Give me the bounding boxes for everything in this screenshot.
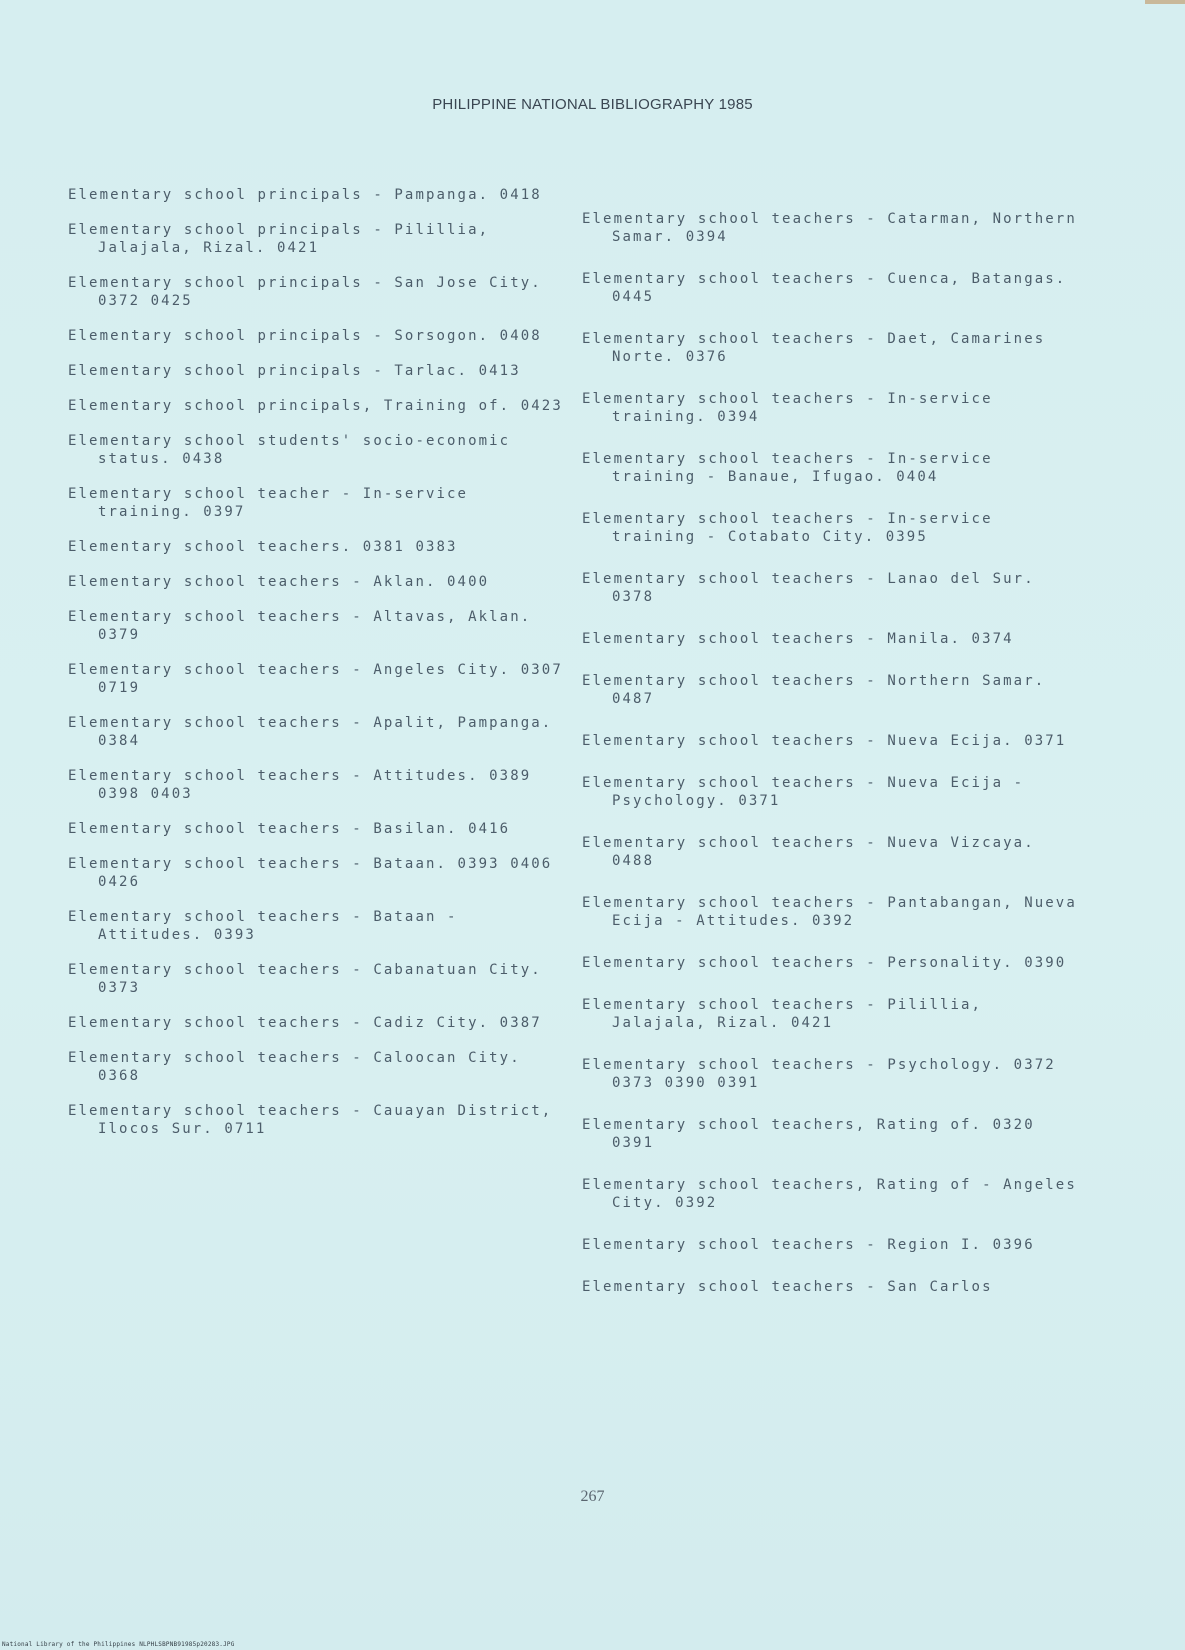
bibliography-entry: Elementary school principals - San Jose City. 0372 0425 — [68, 275, 542, 309]
bibliography-entry: Elementary school teachers - Caloocan City. 0368 — [68, 1050, 521, 1084]
bibliography-entry: Elementary school teachers - In-service training - Cotabato City. 0395 — [582, 511, 993, 545]
bibliography-entry: Elementary school teachers. 0381 0383 — [68, 539, 458, 555]
bibliography-entry: Elementary school teachers - Manila. 0374 — [582, 631, 1014, 647]
bibliography-entry: Elementary school teachers - Cauayan District, Ilocos Sur. 0711 — [68, 1103, 553, 1137]
bibliography-entry: Elementary school teachers - Apalit, Pampanga. 0384 — [68, 715, 553, 749]
bibliography-entry: Elementary school teachers - In-service training - Banaue, Ifugao. 0404 — [582, 451, 993, 485]
bibliography-entry: Elementary school teachers - Altavas, Aklan. 0379 — [68, 609, 532, 643]
bibliography-entry: Elementary school teachers - Psychology. 0372 0373 0390 0391 — [582, 1057, 1056, 1091]
bibliography-entry: Elementary school teachers - Cuenca, Batangas. 0445 — [582, 271, 1067, 305]
bibliography-entry: Elementary school teachers - In-service training. 0394 — [582, 391, 993, 425]
bibliography-entry: Elementary school teachers - Region I. 0396 — [582, 1237, 1035, 1253]
bibliography-entry: Elementary school teachers - Angeles City. 0307 0719 — [68, 662, 563, 696]
bibliography-entry: Elementary school teachers - Personality. 0390 — [582, 955, 1067, 971]
bibliography-entry: Elementary school teachers - Cadiz City. 0387 — [68, 1015, 542, 1031]
bibliography-entry: Elementary school teacher - In-service training. 0397 — [68, 486, 469, 520]
bibliography-entry: Elementary school teachers - Lanao del Sur. 0378 — [582, 571, 1035, 605]
bibliography-entry: Elementary school teachers - Catarman, Northern Samar. 0394 — [582, 211, 1077, 245]
bibliography-entry: Elementary school teachers - Basilan. 0416 — [68, 821, 511, 837]
bibliography-entry: Elementary school teachers - Nueva Vizcaya. 0488 — [582, 835, 1035, 869]
bibliography-entry: Elementary school teachers - Cabanatuan City. 0373 — [68, 962, 542, 996]
bibliography-entry: Elementary school principals - Pilillia, Jalajala, Rizal. 0421 — [68, 222, 490, 256]
bibliography-entry: Elementary school principals, Training of. 0423 — [68, 398, 563, 414]
bibliography-entry: Elementary school teachers - Nueva Ecija. 0371 — [582, 733, 1067, 749]
bibliography-entry: Elementary school teachers - Northern Samar. 0487 — [582, 673, 1046, 707]
right-column — [582, 210, 1082, 1320]
bibliography-entry: Elementary school teachers - Nueva Ecija - Psychology. 0371 — [582, 775, 1025, 809]
footer-credit: National Library of the Philippines NLPHLSBPNB91985p20283.JPG — [2, 1641, 235, 1648]
bibliography-entry: Elementary school teachers - Daet, Camarines Norte. 0376 — [582, 331, 1046, 365]
bibliography-entry: Elementary school students' socio-economic status. 0438 — [68, 433, 511, 467]
scan-edge-mark — [1145, 0, 1185, 4]
bibliography-entry: Elementary school teachers, Rating of. 0320 0391 — [582, 1117, 1035, 1151]
bibliography-entry: Elementary school teachers - Bataan - Attitudes. 0393 — [68, 909, 458, 943]
left-column — [68, 186, 568, 1155]
bibliography-entry: Elementary school teachers, Rating of - Angeles City. 0392 — [582, 1177, 1077, 1211]
bibliography-entry: Elementary school teachers - Attitudes. 0389 0398 0403 — [68, 768, 532, 802]
bibliography-entry: Elementary school principals - Pampanga. 0418 — [68, 187, 542, 203]
bibliography-entry: Elementary school principals - Sorsogon. 0408 — [68, 328, 542, 344]
bibliography-entry: Elementary school teachers - San Carlos — [582, 1279, 993, 1295]
bibliography-entry: Elementary school teachers - Aklan. 0400 — [68, 574, 490, 590]
bibliography-entry: Elementary school teachers - Bataan. 0393 0406 0426 — [68, 856, 553, 890]
page-header: PHILIPPINE NATIONAL BIBLIOGRAPHY 1985 — [432, 96, 753, 113]
bibliography-entry: Elementary school principals - Tarlac. 0413 — [68, 363, 521, 379]
bibliography-entry: Elementary school teachers - Pilillia, Jalajala, Rizal. 0421 — [582, 997, 983, 1031]
bibliography-entry: Elementary school teachers - Pantabangan, Nueva Ecija - Attitudes. 0392 — [582, 895, 1077, 929]
page-number: 267 — [580, 1488, 605, 1505]
